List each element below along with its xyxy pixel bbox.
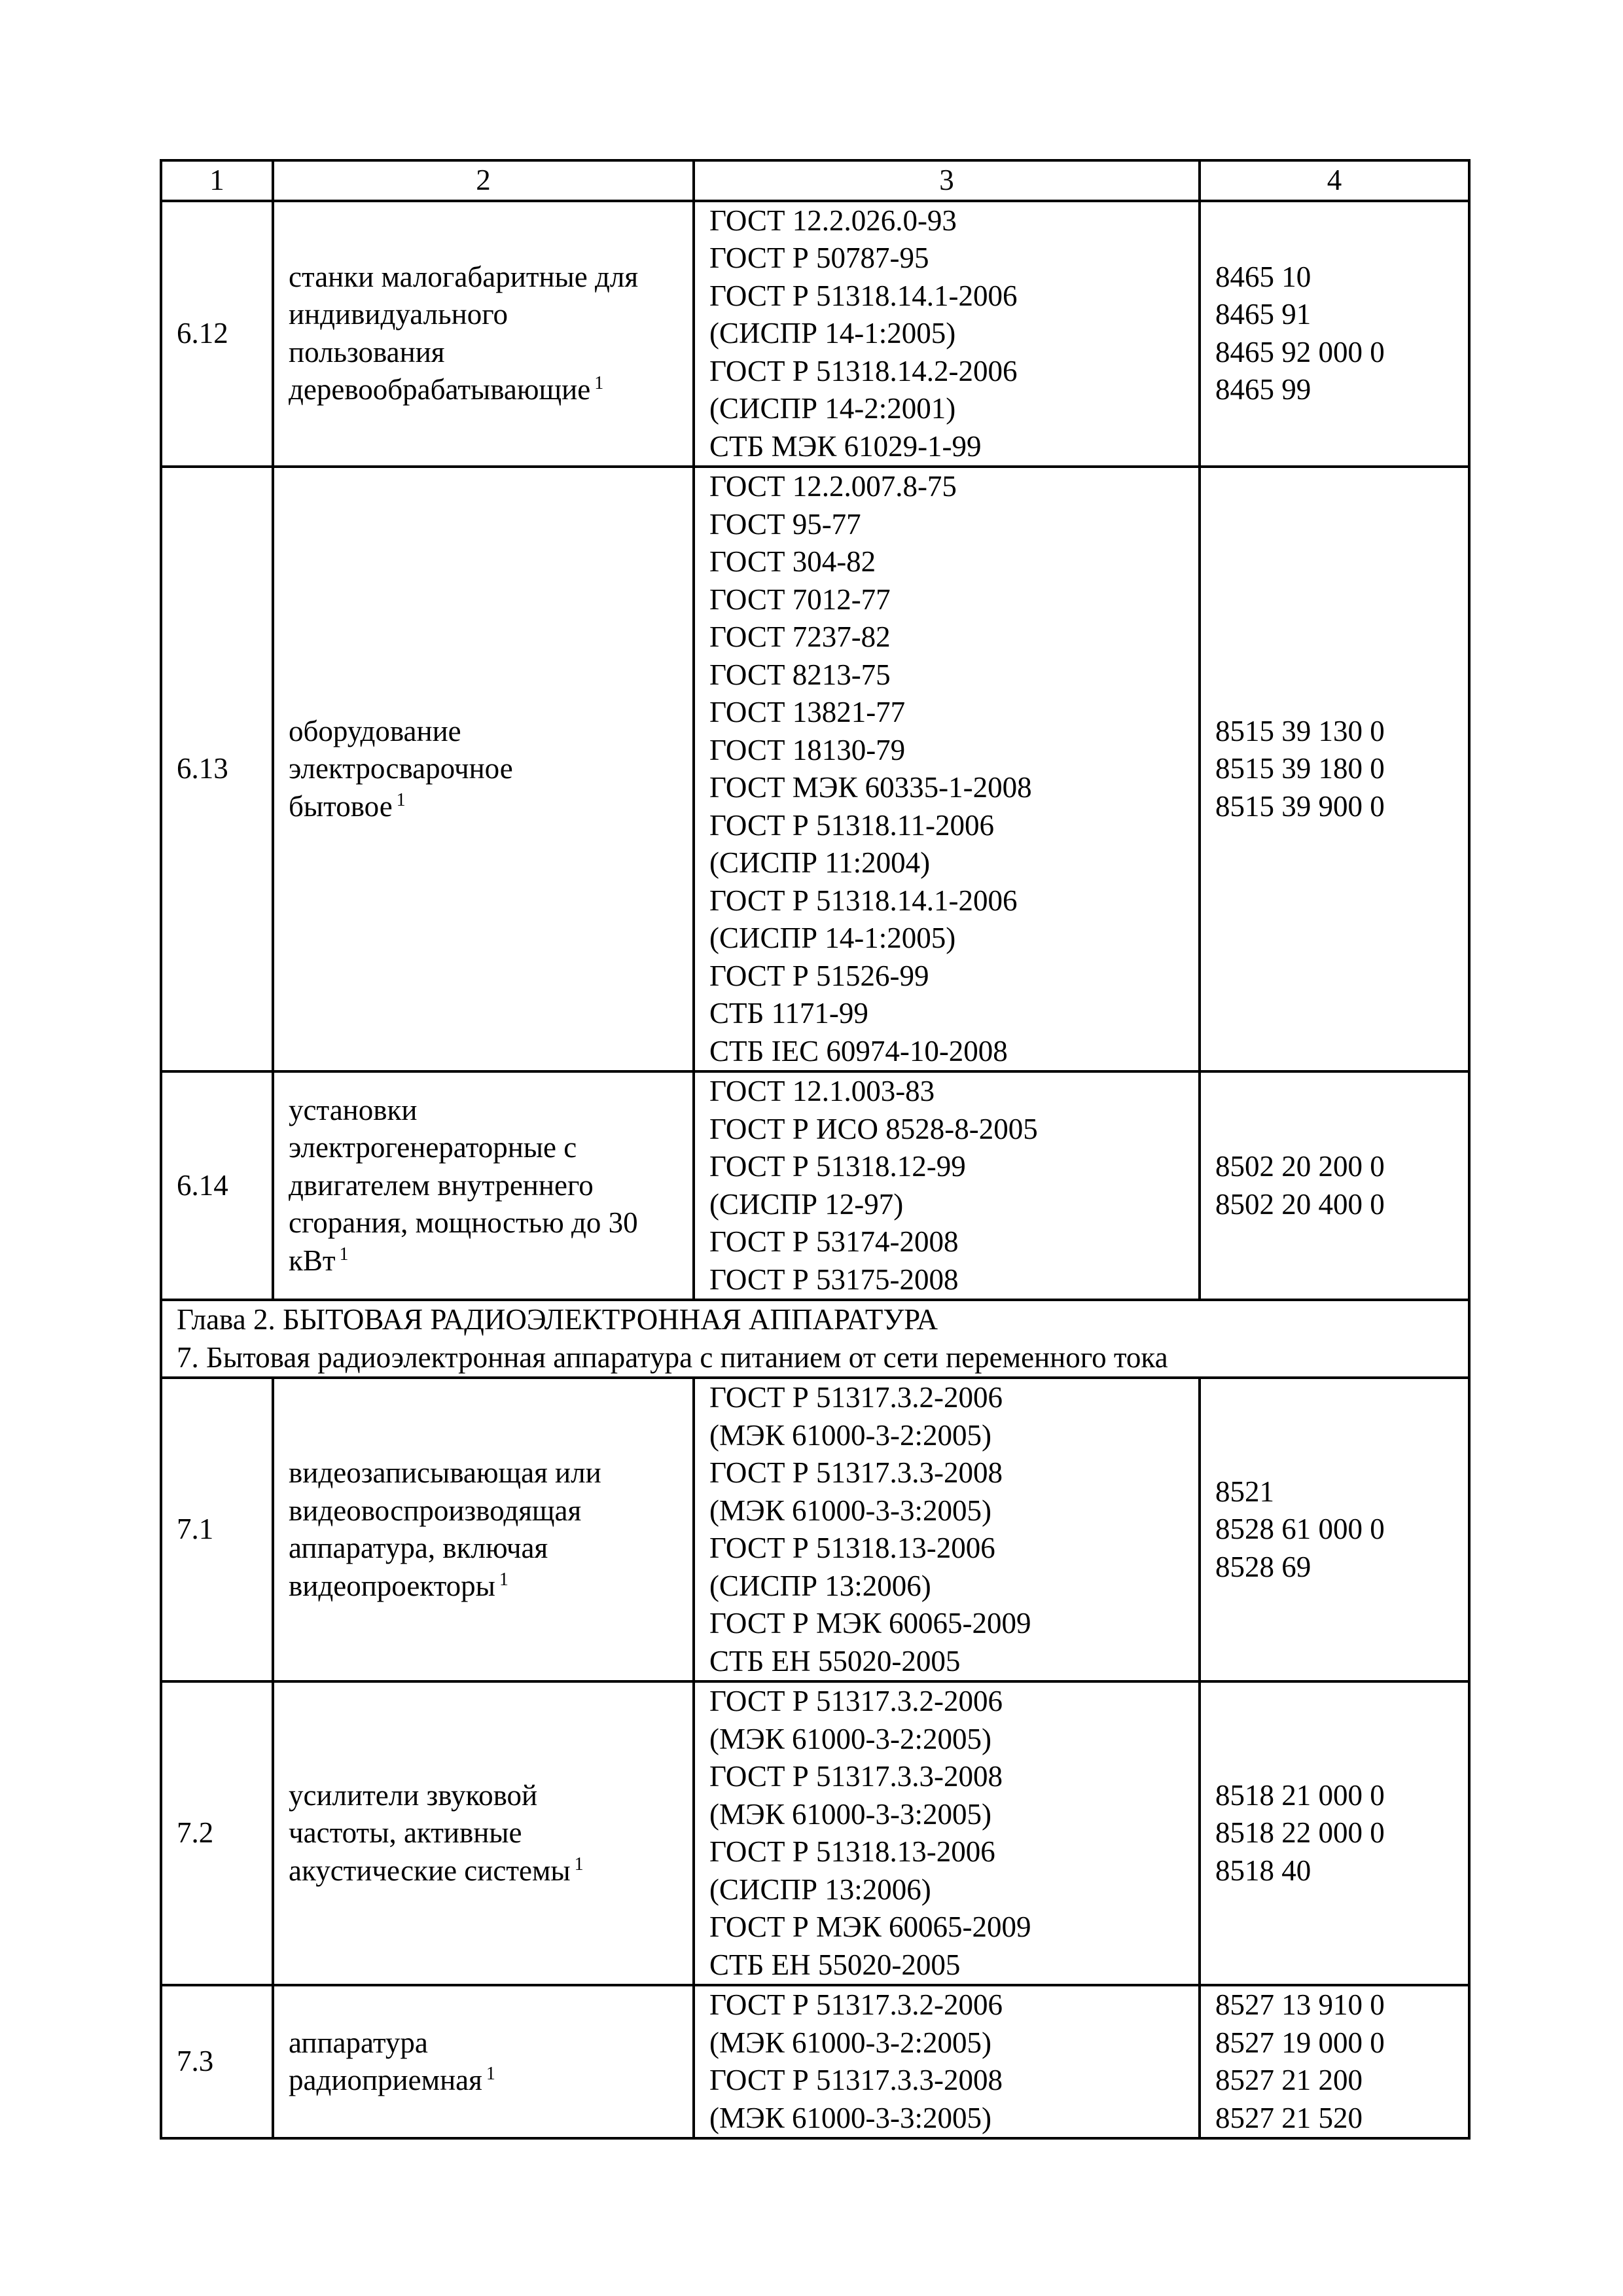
standard-line: ГОСТ Р 51318.14.1-2006: [709, 884, 1018, 917]
code-line: 8465 91: [1215, 298, 1311, 331]
code-line: 8528 69: [1215, 1550, 1311, 1583]
description-line: [289, 371, 678, 409]
footnote-mark: 1: [499, 1569, 508, 1590]
description-line: сгорания, мощностью до 30: [289, 1206, 638, 1240]
standards-table: [160, 159, 1471, 2140]
standard-line: ГОСТ Р 51317.3.3-2008: [709, 2064, 1003, 2096]
code-line: 8515 39 900 0: [1215, 789, 1385, 823]
code-list: [1200, 1071, 1469, 1300]
header-cell: 2: [273, 160, 694, 201]
standard-line: (МЭК 61000-3-3:2005): [709, 1494, 991, 1527]
description-line: [289, 1852, 678, 1890]
standard-line: ГОСТ Р 53174-2008: [709, 1225, 959, 1258]
description-line: двигателем внутреннего: [289, 1168, 594, 1202]
standard-line: (СИСПР 14-1:2005): [709, 317, 956, 350]
description-line: [289, 2062, 678, 2100]
standards-list: [694, 201, 1200, 467]
footnote-mark: 1: [396, 789, 406, 810]
standard-line: ГОСТ Р 51318.14.2-2006: [709, 354, 1018, 387]
standard-line: (МЭК 61000-3-2:2005): [709, 1722, 991, 1755]
code-line: 8465 10: [1215, 260, 1311, 293]
product-description: [273, 467, 694, 1071]
standard-line: СТБ IEC 60974-10-2008: [709, 1034, 1008, 1067]
standard-line: ГОСТ Р 51318.13-2006: [709, 1532, 995, 1564]
standard-line: ГОСТ Р 51318.14.1-2006: [709, 279, 1018, 312]
row-number: 6.14: [161, 1071, 273, 1300]
header-row: [161, 160, 1469, 201]
standard-line: (МЭК 61000-3-3:2005): [709, 2101, 991, 2134]
table-row: [161, 201, 1469, 467]
description-line: [289, 788, 678, 826]
standard-line: ГОСТ Р 51526-99: [709, 959, 929, 992]
code-list: [1200, 1985, 1469, 2138]
code-line: 8528 61 000 0: [1215, 1513, 1385, 1546]
description-line-text: видеопроекторы: [289, 1569, 495, 1602]
row-number: 7.2: [161, 1681, 273, 1985]
description-line: аппаратура, включая: [289, 1532, 548, 1564]
standard-line: (СИСПР 12-97): [709, 1187, 904, 1221]
description-line: станки малогабаритные для: [289, 260, 639, 293]
header-cell: 3: [694, 160, 1200, 201]
standard-line: СТБ ЕН 55020-2005: [709, 1948, 961, 1981]
row-number: 7.3: [161, 1985, 273, 2138]
standard-line: ГОСТ 12.1.003-83: [709, 1075, 935, 1107]
standard-line: (МЭК 61000-3-2:2005): [709, 1418, 991, 1452]
row-number: 7.1: [161, 1378, 273, 1681]
standard-line: (СИСПР 13:2006): [709, 1873, 931, 1906]
description-line: видеозаписывающая или: [289, 1456, 601, 1489]
standard-line: ГОСТ Р 51317.3.3-2008: [709, 1760, 1003, 1793]
standard-line: ГОСТ Р 51318.11-2006: [709, 808, 995, 842]
standard-line: (СИСПР 14-1:2005): [709, 922, 956, 954]
footnote-mark: 1: [574, 1854, 584, 1874]
description-line-text: акустические системы: [289, 1854, 571, 1887]
product-description: [273, 1681, 694, 1985]
description-line: индивидуального: [289, 298, 508, 331]
code-list: [1200, 201, 1469, 467]
chapter-title: Глава 2. БЫТОВАЯ РАДИОЭЛЕКТРОННАЯ АППАРАТУРА: [177, 1303, 938, 1336]
description-line: усилители звуковой: [289, 1778, 538, 1812]
standard-line: ГОСТ 95-77: [709, 507, 861, 541]
product-description: [273, 1378, 694, 1681]
description-line: оборудование: [289, 714, 461, 747]
code-list: [1200, 467, 1469, 1071]
table-row: [161, 1681, 1469, 1985]
code-line: 8527 21 200: [1215, 2064, 1363, 2096]
description-line: электросварочное: [289, 752, 513, 785]
code-line: 8465 99: [1215, 373, 1311, 406]
standard-line: ГОСТ 18130-79: [709, 733, 906, 766]
footnote-mark: 1: [486, 2064, 495, 2084]
standard-line: ГОСТ 12.2.026.0-93: [709, 204, 957, 237]
standard-line: ГОСТ Р 51317.3.3-2008: [709, 1456, 1003, 1489]
description-line: видеовоспроизводящая: [289, 1494, 582, 1527]
code-line: 8518 21 000 0: [1215, 1778, 1385, 1812]
footnote-mark: 1: [339, 1244, 349, 1265]
standard-line: ГОСТ Р МЭК 60065-2009: [709, 1910, 1031, 1943]
description-line-text: бытовое: [289, 789, 393, 823]
product-description: [273, 201, 694, 467]
section-heading: [161, 1300, 1469, 1378]
standard-line: ГОСТ Р 51317.3.2-2006: [709, 1381, 1003, 1414]
description-line: [289, 1242, 678, 1280]
standards-list: [694, 1985, 1200, 2138]
standard-line: СТБ ЕН 55020-2005: [709, 1644, 961, 1677]
table-row: [161, 1985, 1469, 2138]
standard-line: ГОСТ 8213-75: [709, 658, 891, 691]
code-list: [1200, 1378, 1469, 1681]
standard-line: ГОСТ МЭК 60335-1-2008: [709, 771, 1032, 804]
code-line: 8518 22 000 0: [1215, 1816, 1385, 1850]
code-line: 8465 92 000 0: [1215, 335, 1385, 368]
description-line: аппаратура: [289, 2026, 428, 2059]
standards-list: [694, 1378, 1200, 1681]
code-line: 8502 20 400 0: [1215, 1187, 1385, 1221]
table-row: [161, 1378, 1469, 1681]
table-row: [161, 1071, 1469, 1300]
standard-line: ГОСТ 7237-82: [709, 620, 891, 653]
code-line: 8521: [1215, 1475, 1274, 1508]
standard-line: ГОСТ Р 51318.13-2006: [709, 1835, 995, 1868]
description-line: электрогенераторные с: [289, 1131, 577, 1164]
standard-line: ГОСТ Р 51318.12-99: [709, 1150, 966, 1183]
footnote-mark: 1: [594, 373, 604, 394]
description-line: пользования: [289, 335, 445, 368]
standard-line: ГОСТ Р ИСО 8528-8-2005: [709, 1112, 1038, 1145]
section-row: [161, 1300, 1469, 1378]
standard-line: ГОСТ 13821-77: [709, 696, 906, 728]
subsection-title: 7. Бытовая радиоэлектронная аппаратура с питанием от сети переменного тока: [177, 1340, 1168, 1374]
code-list: [1200, 1681, 1469, 1985]
product-description: [273, 1985, 694, 2138]
code-line: 8518 40: [1215, 1854, 1311, 1887]
table-row: [161, 467, 1469, 1071]
header-cell: 4: [1200, 160, 1469, 201]
code-line: 8515 39 180 0: [1215, 752, 1385, 785]
standard-line: (СИСПР 14-2:2001): [709, 392, 956, 425]
description-line: [289, 1568, 678, 1605]
description-line-text: деревообрабатывающие: [289, 373, 591, 406]
standard-line: ГОСТ Р МЭК 60065-2009: [709, 1607, 1031, 1640]
standard-line: ГОСТ Р 53175-2008: [709, 1263, 959, 1296]
row-number: 6.12: [161, 201, 273, 467]
standard-line: ГОСТ Р 51317.3.2-2006: [709, 1988, 1003, 2021]
code-line: 8527 21 520: [1215, 2101, 1363, 2134]
standard-line: ГОСТ 12.2.007.8-75: [709, 470, 957, 503]
row-number: 6.13: [161, 467, 273, 1071]
standards-list: [694, 1071, 1200, 1300]
product-description: [273, 1071, 694, 1300]
code-line: 8515 39 130 0: [1215, 714, 1385, 747]
code-line: 8527 13 910 0: [1215, 1988, 1385, 2021]
header-cell: 1: [161, 160, 273, 201]
standard-line: (МЭК 61000-3-2:2005): [709, 2026, 991, 2059]
description-line: установки: [289, 1093, 418, 1126]
standards-list: [694, 1681, 1200, 1985]
standard-line: СТБ МЭК 61029-1-99: [709, 429, 982, 463]
standard-line: ГОСТ Р 50787-95: [709, 242, 929, 274]
code-line: 8502 20 200 0: [1215, 1150, 1385, 1183]
standard-line: (СИСПР 13:2006): [709, 1569, 931, 1602]
standard-line: (СИСПР 11:2004): [709, 846, 931, 879]
standard-line: СТБ 1171-99: [709, 997, 868, 1030]
standards-list: [694, 467, 1200, 1071]
description-line: частоты, активные: [289, 1816, 522, 1850]
standard-line: ГОСТ Р 51317.3.2-2006: [709, 1685, 1003, 1717]
description-line-text: радиоприемная: [289, 2064, 482, 2096]
description-line-text: кВт: [289, 1244, 336, 1277]
standard-line: ГОСТ 304-82: [709, 545, 876, 578]
standard-line: ГОСТ 7012-77: [709, 583, 891, 616]
standard-line: (МЭК 61000-3-3:2005): [709, 1797, 991, 1831]
code-line: 8527 19 000 0: [1215, 2026, 1385, 2059]
